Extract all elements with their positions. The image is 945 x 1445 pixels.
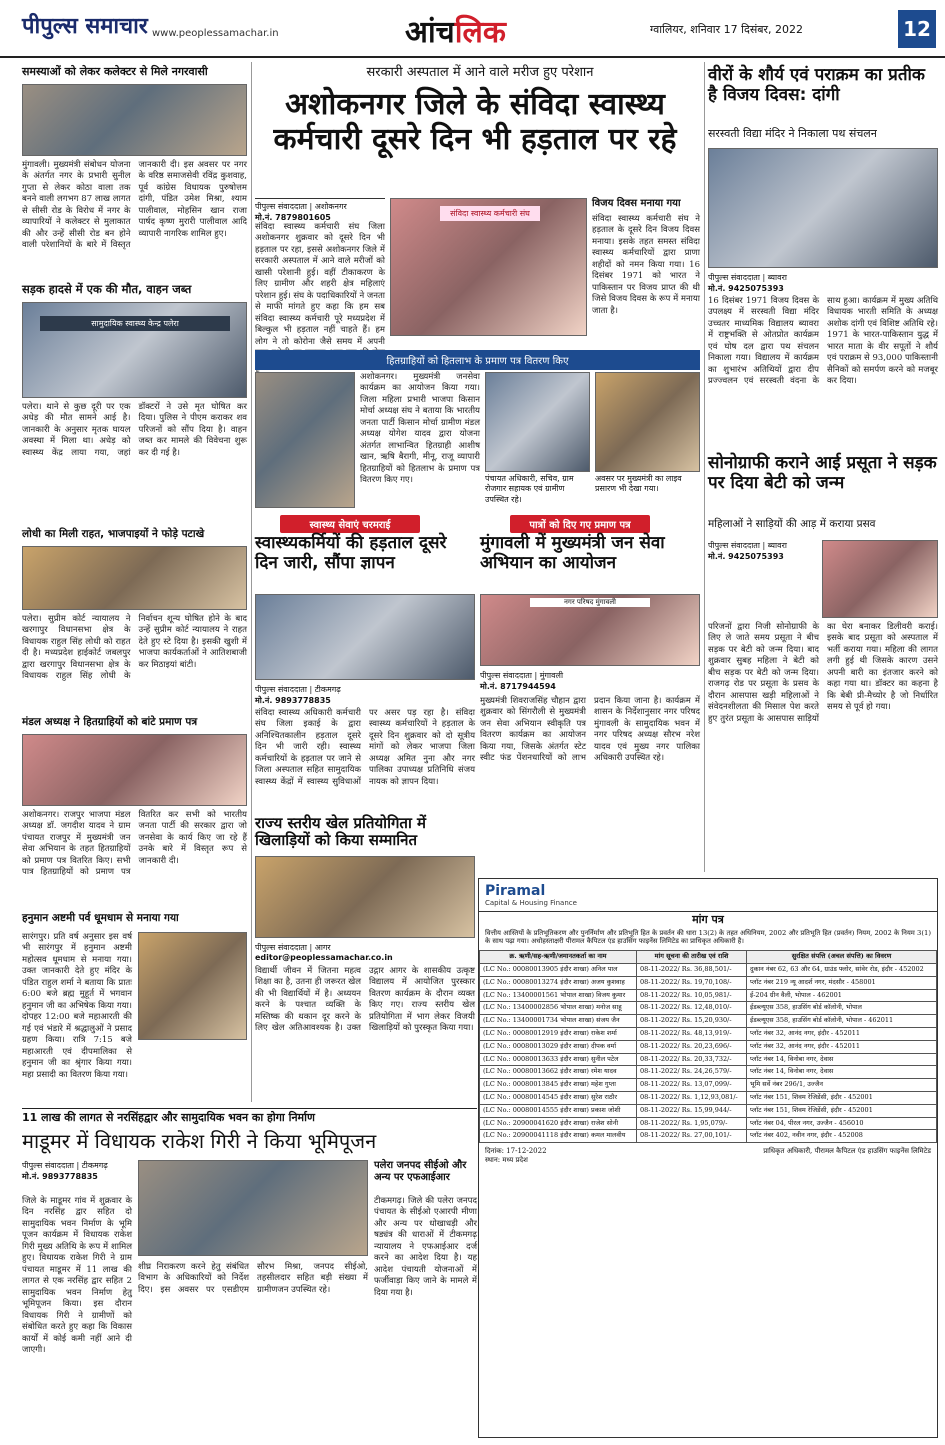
sonography-byline: पीपुल्स संवाददाता | ब्यावरा मो.नं. 9425075393 — [708, 540, 818, 562]
notice-cell: 08-11-2022/ Rs. 36,88,501/- — [636, 964, 746, 977]
collector-body: मुंगावली। मुख्यमंत्री संबोधन योजना के अंतर्गत नगर के प्रभारी सुनील गुप्ता से लेकर कोठा वाला तक बनने वाली लगभग 87 लाख लागत से सीसी रोड के विरोध में नगर के व्यापारियों ने कलेक्टर से मुलाकात की और उन्हें सीसी रोड बन होने वाली परेशानियों के बारे में विस्तृत जानकारी दी। इस अवसर पर नगर के वरिष्ठ समाजसेवी रविंद्र कुशवाह, पूर्व कांग्रेस विधायक पुरुषोत्तम दांगी, पंडित उमेश मिश्रा, श्याम पालीवाल, मोहसिन खान राजा पार्षद कृष्ण मुरारी पालीवाल आदि व्यापारी नागरिक शामिल हुए। — [22, 160, 247, 251]
certificates-body: अशोकनगर। मुख्यमंत्री जनसेवा कार्यक्रम का आयोजन किया गया। जिला महिला प्रभारी भाजपा किसान मोर्चा अध्यक्ष संघ ने बताया कि भारतीय जनता पार्टी किसान मोर्चा ग्रामीण मंडल अध्यक्ष योगेश यादव द्वारा योजना अंतर्गत लाभान्वित हितग्राही आशीष खान, ऋषि बैरागी, मीनू, राजू व्यापारी हितग्राहियों को हितलाभ के प्रमाण पत्र वितरण किए गए। — [360, 372, 480, 486]
notice-cell: प्लॉट नंबर 151, शिवम रेजिडेंसी, इंदौर - 452001 — [747, 1092, 937, 1105]
certificates-caption-1: पंचायत अधिकारी, सचिव, ग्राम रोजगार सहायक एवं ग्रामीण उपस्थित रहे। — [485, 474, 590, 505]
notice-row — [480, 1117, 937, 1130]
byline-name: पीपुल्स संवाददाता — [255, 202, 307, 211]
notice-cell: प्लॉट नंबर 14, विनोबा नगर, देवास — [747, 1053, 937, 1066]
vijaydiwas-byline: पीपुल्स संवाददाता | ब्यावरा मो.नं. 9425075393 — [708, 272, 818, 294]
notice-cell: (LC No.: 00080013905 इंदौर शाखा) अनिल पाल — [480, 964, 637, 977]
website-url[interactable]: www.peoplessamachar.in — [152, 28, 279, 39]
strike-photo — [255, 594, 475, 680]
byline-phone: मो.नं. 9425075393 — [708, 284, 784, 293]
sonography-headline: सोनोग्राफी कराने आई प्रसूता ने सड़क पर दिया बेटी को जन्म — [708, 453, 937, 493]
company-sub: Capital & Housing Finance — [485, 899, 577, 907]
byline-phone: मो.नं. 7879801605 — [255, 213, 331, 222]
newspaper-logo: पीपुल्स समाचार — [22, 14, 148, 39]
section-suffix: लिक — [454, 15, 506, 50]
byline-place: आगर — [314, 943, 331, 952]
sports-photo — [255, 856, 475, 938]
strike-tag: स्वास्थ्य सेवाएं चरमराई — [280, 515, 420, 533]
strike-byline: पीपुल्स संवाददाता | टीकमगढ़ मो.नं. 9893778835 — [255, 684, 365, 706]
hospital-banner: संविदा स्वास्थ्य कर्मचारी संघ — [440, 206, 540, 221]
byline-place: टीकमगढ़ — [314, 685, 341, 694]
bhoomipujan-headline: माडूमर में विधायक राकेश गिरी ने किया भूमिपूजन — [22, 1129, 377, 1153]
notice-cell: प्लॉट नंबर 32, आनंद नगर, इंदौर - 452011 — [747, 1028, 937, 1041]
notice-cell: 08-11-2022/ Rs. 12,48,010/- — [636, 1002, 746, 1015]
notice-row — [480, 1079, 937, 1092]
notice-cell: (LC No.: 00080014545 इंदौर शाखा) सुरेश राठौर — [480, 1092, 637, 1105]
notice-cell: (LC No.: 13400001734 भोपाल शाखा) संजय जैन — [480, 1015, 637, 1028]
notice-footer: प्राधिकृत अधिकारी, पीरामल कैपिटल एंड हाउसिंग फाइनेंस लिमिटेड — [763, 1147, 931, 1156]
notice-cell: (LC No.: 00080012919 इंदौर शाखा) राकेश शर्मा — [480, 1028, 637, 1041]
notice-cell: ई-204 ग्रीन वैली, भोपाल - 462001 — [747, 989, 937, 1002]
notice-cell: प्लॉट नंबर 219 न्यू आदर्श नगर, मंदसौर - 458001 — [747, 976, 937, 989]
sports-headline: राज्य स्तरीय खेल प्रतियोगिता में खिलाड़ियों को किया सम्मानित — [255, 814, 427, 850]
bhoomipujan-byline: पीपुल्स संवाददाता | टीकमगढ़ मो.नं. 9893778835 — [22, 1160, 132, 1182]
hanuman-headline: हनुमान अष्टमी पर्व धूमधाम से मनाया गया — [22, 912, 179, 924]
notice-cell: प्लॉट नंबर 32, आनंद नगर, इंदौर - 452011 — [747, 1040, 937, 1053]
hospital-kicker: सरकारी अस्पताल में आने वाले मरीज हुए परेशान — [366, 65, 594, 80]
bhoomipujan-body: जिले के माडूमर गांव में शुक्रवार के दिन नरसिंह द्वार सहित दो सामुदायिक भवन निर्माण के भूमि पूजन कार्यक्रम में विधायक राकेश गिरी मुख्य अतिथि के रूप में शामिल हुए। विधायक राकेश गिरी ने ग्राम पंचायत माडूमर में 11 लाख की लागत से एक नरसिंह द्वार सहित 2 सामुदायिक भवन निर्माण हेतु भूमिपूजन किया। इस दौरान विधायक गिरी ने ग्रामीणों को संबोधित करते हुए कहा कि विकास कार्यों में कोई कमी नहीं आने दी जाएगी। — [22, 1196, 132, 1356]
byline-phone: मो.नं. 9893778835 — [255, 696, 331, 705]
notice-cell: (LC No.: 20900041118 इंदौर शाखा) कमल मालवीय — [480, 1130, 637, 1143]
collector-photo — [22, 84, 247, 156]
mungaoli-sign: नगर परिषद मुंगावली — [530, 598, 650, 607]
mandal-photo — [22, 734, 247, 806]
hospital-body: संविदा स्वास्थ्य कर्मचारी संघ जिला अशोकनगर शुक्रवार को दूसरे दिन भी हड़ताल पर रहा, इससे अशोकनगर जिले में सरकारी अस्पताल में आने वाले मरीजों को खासी परेशानी हुई। वहीं टीकाकरण के लिए ग्रामीण और शहरी क्षेत्र महिलाएं परेशान हुई। संघ के पदाधिकारियों ने जनता से माफी मांगते हुए कहा कि हम सब संविदा स्वास्थ्य कर्मचारी पूरे मध्यप्रदेश में बिल्कुल भी हड़ताल नहीं चाहते हैं। हम लोग ने तो कोरोना जैसे समय में अपनी — [255, 222, 385, 347]
vijay-headline: विजय दिवस मनाया गया — [592, 198, 681, 209]
notice-cell: 08-11-2022/ Rs. 19,70,108/- — [636, 976, 746, 989]
notice-cell: (LC No.: 20900041620 इंदौर शाखा) राजेश सोनी — [480, 1117, 637, 1130]
mandal-headline: मंडल अध्यक्ष ने हितग्राहियों को बांटे प्रमाण पत्र — [22, 716, 198, 728]
notice-cell: प्लॉट नंबर 04, पीरल नगर, उज्जैन - 456010 — [747, 1117, 937, 1130]
vijaydiwas-kicker: सरस्वती विद्या मंदिर ने निकाला पथ संचलन — [708, 127, 877, 140]
notice-table — [479, 950, 937, 1143]
company-name: Piramal — [485, 883, 546, 899]
notice-cell: 08-11-2022/ Rs. 20,23,696/- — [636, 1040, 746, 1053]
sports-byline: पीपुल्स संवाददाता | आगर editor@peoplessamachar.co.in — [255, 942, 475, 962]
byline-place: टीकमगढ़ — [81, 1161, 108, 1170]
notice-cell: 08-11-2022/ Rs. 15,99,944/- — [636, 1104, 746, 1117]
byline-name: पीपुल्स संवाददाता — [708, 273, 760, 282]
byline-phone: मो.नं. 9893778835 — [22, 1172, 98, 1181]
vijaydiwas-body: 16 दिसंबर 1971 विजय दिवस के उपलक्ष्य में सरस्वती विद्या मंदिर उच्चतर माध्यमिक विद्यालय ब्यावरा में राष्ट्रभक्ति से ओतप्रोत कार्यक्रम एवं घोष दल द्वारा पथ संचलन निकाला गया। विद्यालय में कार्यक्रम का शुभारंभ अतिथियों द्वारा दीप प्रज्ज्वलन एवं सरस्वती वंदना के साथ हुआ। कार्यक्रम में मुख्य अतिथि विधायक भारती समिति के अध्यक्ष अशोक दांगी एवं विशिष्ट अतिथि रहे। 1971 के भारत-पाकिस्तान युद्ध में भारत माता के वीर सपूतों ने शौर्य एवं पराक्रम से 93,000 पाकिस्तानी सैनिकों को समर्पण करने को मजबूर कर दिया। — [708, 296, 938, 387]
mungaoli-headline: मुंगावली में मुख्यमंत्री जन सेवा अभियान का आयोजन — [480, 533, 665, 573]
notice-cell: 08-11-2022/ Rs. 20,33,732/- — [636, 1053, 746, 1066]
notice-cell: 08-11-2022/ Rs. 24,26,579/- — [636, 1066, 746, 1079]
notice-date: दिनांक: 17-12-2022 — [485, 1147, 547, 1156]
mungaoli-body: मुख्यमंत्री शिवराजसिंह चौहान द्वारा शुक्रवार को सिंगरौली से मुख्यमंत्री जन सेवा अभियान स्वीकृति पत्र वितरण कार्यक्रम का आयोजन किया गया, जिसके अंतर्गत स्टेट स्वीट फंड पेंशनधारियों को लाभ प्रदान किया जाना है। कार्यक्रम में शासन के निर्देशानुसार नगर परिषद मुंगावली के सामुदायिक भवन में नगर परिषद अध्यक्ष सौरभ नरेश यादव एवं मुख्य नगर पालिका अधिकारी उपस्थित रहे। — [480, 696, 700, 764]
notice-cell: दुकान नंबर 62, 63 और 64, ग्राउंड फ्लोर, सांवेर रोड, इंदौर - 452002 — [747, 964, 937, 977]
notice-cell: 08-11-2022/ Rs. 1,95,079/- — [636, 1117, 746, 1130]
lodhi-headline: लोधी का मिली राहत, भाजपाइयों ने फोड़े पटाखे — [22, 528, 205, 540]
notice-cell: (LC No.: 00080013633 इंदौर शाखा) सुनील पटेल — [480, 1053, 637, 1066]
ceo-body: टीकमगढ़। जिले की पलेरा जनपद पंचायत के सीईओ एआरपी मीणा और अन्य पर धोखाधड़ी और षड्यंत्र की धाराओं में टीकमगढ़ न्यायालय ने एफआईआर दर्ज करने का आदेश दिया है। यह आदेश पंचायती योजनाओं में फर्जीवाड़ा किए जाने के मामले में दिया गया है। — [374, 1196, 477, 1298]
notice-row — [480, 1040, 937, 1053]
column-divider — [704, 62, 705, 872]
byline-place: ब्यावरा — [767, 273, 787, 282]
notice-header-cell: क्र. ऋणी/सह-ऋणी/जमानतकर्ता का नाम — [480, 951, 637, 964]
notice-cell: 08-11-2022/ Rs. 48,13,919/- — [636, 1028, 746, 1041]
notice-cell: 08-11-2022/ Rs. 27,00,101/- — [636, 1130, 746, 1143]
section-prefix: आंच — [405, 15, 455, 50]
notice-cell: प्लॉट नंबर 151, शिवम रेजिडेंसी, इंदौर - 452001 — [747, 1104, 937, 1117]
notice-cell: (LC No.: 00080013029 इंदौर शाखा) दीपक वर्मा — [480, 1040, 637, 1053]
piramal-logo — [485, 883, 577, 907]
mungaoli-byline: पीपुल्स संवाददाता | मुंगावली मो.नं. 8717944594 — [480, 670, 590, 692]
legal-notice — [478, 878, 938, 1438]
notice-cell: 08-11-2022/ Rs. 13,07,099/- — [636, 1079, 746, 1092]
notice-cell: भूमि सर्वे नंबर 296/1, उज्जैन — [747, 1079, 937, 1092]
notice-cell: ईडब्ल्यूएस 358, हाउसिंग बोर्ड कॉलोनी, भोपाल — [747, 1002, 937, 1015]
ceo-headline: पलेरा जनपद सीईओ और अन्य पर एफआईआर — [374, 1160, 467, 1183]
accident-headline: सड़क हादसे में एक की मौत, वाहन जब्त — [22, 282, 192, 296]
mungaoli-tag: पात्रों को दिए गए प्रमाण पत्र — [510, 515, 650, 533]
sports-body: विद्यार्थी जीवन में जितना महत्व शिक्षा का है, उतना ही जरूरत खेल की भी विद्यार्थियों में है। अध्ययन करने के पश्चात व्यक्ति के मस्तिष्क की थकान दूर करने के लिए खेल अतिआवश्यक है। उक्त उद्गार आगर के शासकीय उत्कृष्ट विद्यालय में आयोजित पुरस्कार वितरण कार्यक्रम के दौरान व्यक्त किए गए। राज्य स्तरीय खेल प्रतियोगिता में भाग लेकर विजयी खिलाड़ियों को पुरस्कृत किया गया। — [255, 966, 475, 1034]
sonography-body: परिजनों द्वारा निजी सोनोग्राफी के लिए ले जाते समय प्रसूता ने बीच सड़क पर बेटी को जन्म दिया। बाद शुक्रवार सुबह महिला ने बेटी को बीच सड़क पर बेटी को जन्म दिया। राजगढ़ रोड पर प्रसूता के प्रसव के दौरान आसपास खड़ी महिलाओं ने संवेदनशीलता की मिसाल पेश करते हुए तुरंत प्रसूता के आसपास साड़ियों का घेरा बनाकर डिलीवरी कराई। इसके बाद प्रसूता को अस्पताल में भर्ती कराया गया। महिला की लागत लगी हुई थी जिसके कारण उसने अपनी बारी का इंतजार करने को कहा गया था। डॉक्टर का कहना है कि बेबी प्री-मैच्योर है जो निर्धारित समय से पूर्व हो गया। — [708, 622, 938, 724]
certificates-caption-2: अवसर पर मुख्यमंत्री का लाइव प्रसारण भी देखा गया। — [595, 474, 700, 495]
sonography-photo — [822, 540, 938, 618]
vijay-body: संविदा स्वास्थ्य कर्मचारी संघ ने हड़ताल के दूसरे दिन विजय दिवस मनाया। इसके तहत समस्त संविदा स्वास्थ्य कर्मचारियों द्वारा प्राणा शहीदों को नमन किया गया। 16 दिसंबर 1971 को भारत ने पाकिस्तान पर विजय प्राप्त की थी जिसे विजय दिवस के रूप में मनाया जाता है। — [592, 214, 700, 316]
byline-place: मुंगावली — [539, 671, 564, 680]
bhoomipujan-photo — [138, 1160, 368, 1256]
notice-row — [480, 976, 937, 989]
notice-title: मांग पत्र — [692, 913, 724, 926]
column-divider — [251, 62, 252, 1102]
byline-name: पीपुल्स संवाददाता — [708, 541, 760, 550]
page-number: 12 — [898, 10, 936, 48]
collector-headline: समस्याओं को लेकर कलेक्टर से मिले नगरवासी — [22, 65, 208, 78]
accident-sign: सामुदायिक स्वास्थ्य केन्द्र पलेरा — [40, 316, 230, 331]
notice-cell: (LC No.: 00080013845 इंदौर शाखा) महेश गुप्ता — [480, 1079, 637, 1092]
hospital-byline: पीपुल्स संवाददाता | अशोकनगर मो.नं. 7879801605 — [255, 198, 385, 223]
notice-intro: वित्तीय आस्तियों के प्रतिभूतिकरण और पुनर्निर्माण और प्रतिभूति हित के प्रवर्तन की धारा 13(2) के तहत अधिनियम, 2002 और प्रतिभूति हित (प्रवर्तन) नियम, 2002 के नियम 3(1) के साथ पढ़ा गया। अधोहस्ताक्षरी पीरामल कैपिटल एंड हाउसिंग फाइनेंस लिमिटेड का प्राधिकृत अधिकारी है। — [485, 928, 931, 946]
hospital-headline: अशोकनगर जिले के संविदा स्वास्थ्य कर्मचारी दूसरे दिन भी हड़ताल पर रहे — [273, 87, 677, 157]
hanuman-photo — [138, 932, 247, 1040]
certificates-photo-2 — [485, 372, 590, 472]
byline-place: ब्यावरा — [767, 541, 787, 550]
notice-cell: (LC No.: 00080014555 इंदौर शाखा) प्रकाश जोशी — [480, 1104, 637, 1117]
byline-phone: मो.नं. 8717944594 — [480, 682, 556, 691]
notice-row — [480, 1053, 937, 1066]
notice-row — [480, 1092, 937, 1105]
vijaydiwas-photo — [708, 148, 938, 268]
notice-row — [480, 1002, 937, 1015]
strike-headline: स्वास्थ्यकर्मियों की हड़ताल दूसरे दिन जारी, सौंपा ज्ञापन — [255, 533, 447, 573]
hanuman-body: सारंगपुर। प्रति वर्ष अनुसार इस वर्ष भी सारंगपुर में हनुमान अष्टमी महोत्सव धूमधाम से मनाया गया। उक्त जानकारी देते हुए मंदिर के पंडित राहुल शर्मा ने बताया कि प्रातः 6:00 बजे ब्रह्म मुहूर्त में भगवान हनुमान जी का अभिषेक किया गया। दोपहर 12:00 बजे महाआरती की गई एवं भंडारे में श्रद्धालुओं ने प्रसाद ग्रहण किया। रात्रि 7:15 बजे महाआरती एवं दीपमालिका से हनुमान जी का श्रृंगार किया गया। महा प्रसादी का वितरण किया गया। — [22, 932, 132, 1080]
section-title — [405, 10, 506, 51]
notice-cell: (LC No.: 13400002856 भोपाल शाखा) मनोज साहू — [480, 1002, 637, 1015]
byline-name: पीपुल्स संवाददाता — [255, 685, 307, 694]
notice-cell: 08-11-2022/ Rs. 1,12,93,081/- — [636, 1092, 746, 1105]
notice-cell: (LC No.: 00080013662 इंदौर शाखा) रमेश यादव — [480, 1066, 637, 1079]
notice-place: स्थान: मध्य प्रदेश — [485, 1156, 528, 1165]
certificates-strip-headline: हितग्राहियों को हितलाभ के प्रमाण पत्र वितरण किए — [255, 350, 700, 370]
vijaydiwas-headline: वीरों के शौर्य एवं पराक्रम का प्रतीक है विजय दिवस: दांगी — [708, 65, 925, 105]
bhoomipujan-rule — [22, 1108, 477, 1109]
notice-cell: प्लॉट नंबर 14, विनोबा नगर, देवास — [747, 1066, 937, 1079]
lodhi-body: पलेरा। सुप्रीम कोर्ट न्यायालय ने खरगापुर विधानसभा क्षेत्र के विधायक राहुल सिंह लोधी को राहत दी है। मध्यप्रदेश हाईकोर्ट जबलपुर द्वारा खरगापुर विधानसभा क्षेत्र के विधायक राहुल सिंह लोधी के निर्वाचन शून्य घोषित होने के बाद उन्हें सुप्रीम कोर्ट न्यायालय ने राहत देते हुए स्टे दिया है। इसकी खुशी में भाजपा कार्यकर्ताओं ने आतिशबाजी कर मिठाइयां बांटी। — [22, 614, 247, 682]
accident-body: पलेरा। थाने से कुछ दूरी पर एक अधेड़ की मौत सामने आई है। जानकारी के अनुसार मृतक घायल अवस्था में मिला था। अधेड़ को स्वास्थ्य केंद्र लाया गया, जहां डॉक्टरों ने उसे मृत घोषित कर दिया। पुलिस ने पीएम कराकर शव परिजनों को सौंप दिया है। वाहन जब्त कर मामले की विवेचना शुरू कर दी गई है। — [22, 402, 247, 458]
byline-phone: मो.नं. 9425075393 — [708, 552, 784, 561]
notice-row — [480, 1130, 937, 1143]
notice-cell: (LC No.: 13400001561 भोपाल शाखा) विजय कुमार — [480, 989, 637, 1002]
bhoomipujan-kicker: 11 लाख की लागत से नरसिंहद्वार और सामुदायिक भवन का होगा निर्माण — [22, 1111, 315, 1124]
byline-email[interactable]: editor@peoplessamachar.co.in — [255, 953, 393, 962]
byline-name: पीपुल्स संवाददाता — [255, 943, 307, 952]
notice-cell: (LC No.: 00080013274 इंदौर शाखा) अजय कुशवाह — [480, 976, 637, 989]
notice-cell: ईडब्ल्यूएस 358, हाउसिंग बोर्ड कॉलोनी, भोपाल - 462011 — [747, 1015, 937, 1028]
sonography-kicker: महिलाओं ने साड़ियों की आड़ में कराया प्रसव — [708, 518, 876, 530]
notice-cell: 08-11-2022/ Rs. 10,05,981/- — [636, 989, 746, 1002]
notice-row — [480, 1028, 937, 1041]
notice-row — [480, 964, 937, 977]
notice-header-cell: मांग सूचना की तारीख एवं राशि — [636, 951, 746, 964]
notice-cell: 08-11-2022/ Rs. 15,20,930/- — [636, 1015, 746, 1028]
notice-row — [480, 1104, 937, 1117]
byline-place: अशोकनगर — [314, 202, 347, 211]
notice-row — [480, 989, 937, 1002]
byline-name: पीपुल्स संवाददाता — [480, 671, 532, 680]
lodhi-photo — [22, 546, 247, 610]
notice-row — [480, 1015, 937, 1028]
certificates-photo-1 — [255, 372, 355, 508]
dateline: ग्वालियर, शनिवार 17 दिसंबर, 2022 — [650, 23, 804, 36]
strike-body: संविदा स्वास्थ्य अधिकारी कर्मचारी संघ जिला इकाई के द्वारा अनिश्चितकालीन हड़ताल दूसरे दिन भी जारी रही। स्वास्थ्य कर्मचारियों के हड़ताल पर जाने से जिला अस्पताल सहित सामुदायिक स्वास्थ्य केंद्रों में स्वास्थ्य सुविधाओं पर असर पड़ रहा है। संविदा स्वास्थ्य कर्मचारियों ने हड़ताल के दूसरे दिन शुक्रवार को दो सूत्रीय मांगों को लेकर भाजपा जिला अध्यक्ष अमित नुना और नगर पालिका उपाध्यक्ष प्रतिनिधि संजय नायक को ज्ञापन दिया। — [255, 708, 475, 787]
notice-header-cell: सुरक्षित संपत्ति (अचल संपत्ति) का विवरण — [747, 951, 937, 964]
byline-name: पीपुल्स संवाददाता — [22, 1161, 74, 1170]
mandal-body: अशोकनगर। राजपुर भाजपा मंडल अध्यक्ष डॉ. जगदीश यादव ने ग्राम पंचायत राजपुर में मुख्यमंत्री जन सेवा अभियान के तहत हितग्राहियों को प्रमाण पत्र वितरित किए। सभी पात्र हितग्राहियों को प्रमाण पत्र वितरित कर सभी को भारतीय जनता पार्टी की सरकार द्वारा जो जनसेवा के कार्य किए जा रहे हैं उनके बारे में विस्तृत रूप से जानकारी दी। — [22, 810, 247, 878]
certificates-photo-3 — [595, 372, 700, 472]
notice-cell: प्लॉट नंबर 402, नवीन नगर, इंदौर - 452008 — [747, 1130, 937, 1143]
bhoomipujan-body-2: शीघ्र निराकरण करने हेतु संबंधित विभाग के अधिकारियों को निर्देश दिए। इस अवसर पर एसडीएम सौरभ मिश्रा, जनपद सीईओ, तहसीलदार सहित बड़ी संख्या में ग्रामीणजन उपस्थित रहे। — [138, 1262, 368, 1295]
notice-row — [480, 1066, 937, 1079]
